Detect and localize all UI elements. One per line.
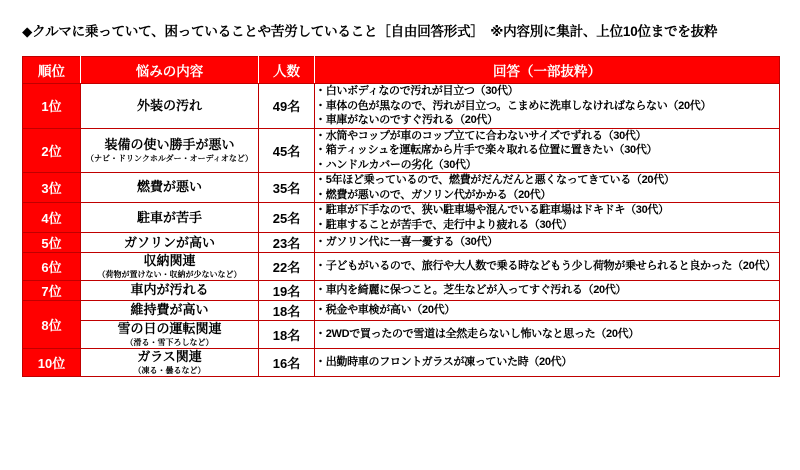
answer-cell — [315, 301, 780, 321]
page-title: ◆クルマに乗っていて、困っていることや苦労していること［自由回答形式］ ※内容別に集計、上位10位までを抜粋 — [22, 24, 718, 39]
answer-cell — [315, 348, 780, 376]
answer-line: ・車庫がないのですぐ汚れる（20代） — [315, 114, 498, 127]
topic-sublabel: （荷物が置けない・収納が少ないなど） — [97, 270, 242, 280]
table-row — [23, 253, 780, 281]
count-cell: 19名 — [259, 281, 315, 301]
table-header-row — [23, 57, 780, 84]
answer-line: ・燃費が悪いので、ガソリン代がかかる（20代） — [315, 188, 552, 201]
answer-line: ・白いボディなので汚れが目立つ（30代） — [315, 85, 519, 97]
topic-label: 車内が汚れる — [130, 282, 209, 298]
answer-line: ・2WDで買ったので雪道は全然走らないし怖いなと思った（20代） — [315, 328, 640, 341]
table-row — [23, 321, 780, 349]
table-row — [23, 173, 780, 203]
answer-cell — [315, 173, 780, 203]
rank-cell: 7位 — [23, 281, 81, 301]
count-cell: 23名 — [259, 233, 315, 253]
answer-line: ・水筒やコップが車のコップ立てに合わないサイズでずれる（30代） — [315, 129, 647, 142]
column-header-count: 人数 — [259, 57, 315, 84]
rank-cell: 8位 — [23, 301, 81, 349]
answer-cell — [315, 128, 780, 173]
topic-cell — [81, 203, 259, 233]
topic-cell — [81, 253, 259, 281]
topic-cell — [81, 281, 259, 301]
column-header-rank: 順位 — [23, 57, 81, 84]
answer-cell — [315, 281, 780, 301]
answer-line: ・出勤時車のフロントガラスが凍っていた時（20代） — [315, 356, 573, 368]
table-row — [23, 84, 780, 129]
rank-cell: 5位 — [23, 233, 81, 253]
answer-line: ・ハンドルカバーの劣化（30代） — [315, 158, 477, 171]
topic-sublabel: （ナビ・ドリンクホルダー・オーディオなど） — [86, 154, 253, 164]
table-row — [23, 281, 780, 301]
answer-line: ・箱ティッシュを運転席から片手で楽々取れる位置に置きたい（30代） — [315, 144, 658, 157]
topic-label: 雪の日の運転関連 — [117, 321, 222, 336]
answer-cell — [315, 233, 780, 253]
table-row — [23, 128, 780, 173]
topic-sublabel: （滑る・雪下ろしなど） — [125, 338, 214, 348]
count-cell: 45名 — [259, 128, 315, 173]
topic-cell — [81, 173, 259, 203]
rank-cell: 4位 — [23, 203, 81, 233]
topic-cell — [81, 321, 259, 349]
topic-label: ガラス関連 — [137, 348, 202, 364]
topic-label: 燃費が悪い — [136, 179, 202, 195]
count-cell: 25名 — [259, 203, 315, 233]
topic-label: 装備の使い勝手が悪い — [104, 136, 235, 152]
topic-sublabel: （凍る・曇るなど） — [133, 366, 206, 376]
answer-cell — [315, 84, 780, 129]
topic-cell — [81, 84, 259, 129]
answer-cell — [315, 253, 780, 281]
answer-cell — [315, 203, 780, 233]
table-row — [23, 301, 780, 321]
answer-line: ・ガソリン代に一喜一憂する（30代） — [315, 236, 498, 249]
table-row — [23, 203, 780, 233]
topic-label: 収納関連 — [143, 253, 196, 269]
column-header-topic: 悩みの内容 — [81, 57, 259, 84]
rank-cell: 10位 — [23, 348, 81, 376]
topic-cell — [81, 348, 259, 376]
topic-cell — [81, 233, 259, 253]
answer-line: ・駐車することが苦手で、走行中より疲れる（30代） — [315, 218, 573, 231]
answer-line: ・車内を綺麗に保つこと。芝生などが入ってすぐ汚れる（20代） — [315, 284, 627, 297]
count-cell: 18名 — [259, 301, 315, 321]
answer-line: ・子どもがいるので、旅行や大人数で乗る時などもう少し荷物が乗せられると良かった（20代） — [315, 260, 776, 273]
count-cell: 35名 — [259, 173, 315, 203]
topic-label: 維持費が高い — [130, 302, 209, 318]
topic-label: ガソリンが高い — [123, 234, 215, 250]
count-cell: 49名 — [259, 84, 315, 129]
answer-line: ・税金や車検が高い（20代） — [315, 304, 456, 317]
answer-line: ・駐車が下手なので、狭い駐車場や混んでいる駐車場はドキドキ（30代） — [315, 204, 669, 217]
count-cell: 16名 — [259, 348, 315, 376]
count-cell: 22名 — [259, 253, 315, 281]
ranking-table-container — [22, 56, 779, 377]
column-header-answer: 回答（一部抜粋） — [315, 57, 780, 84]
rank-cell: 6位 — [23, 253, 81, 281]
answer-cell — [315, 321, 780, 349]
ranking-table — [22, 56, 780, 377]
answer-line: ・車体の色が黒なので、汚れが目立つ。こまめに洗車しなければならない（20代） — [315, 99, 712, 112]
topic-cell — [81, 128, 259, 173]
topic-label: 駐車が苦手 — [136, 209, 202, 225]
rank-cell: 1位 — [23, 84, 81, 129]
table-row — [23, 233, 780, 253]
answer-line: ・5年ほど乗っているので、燃費がだんだんと悪くなってきている（20代） — [315, 174, 675, 187]
rank-cell: 2位 — [23, 128, 81, 173]
rank-cell: 3位 — [23, 173, 81, 203]
topic-label: 外装の汚れ — [136, 97, 202, 113]
topic-cell — [81, 301, 259, 321]
table-row — [23, 348, 780, 376]
count-cell: 18名 — [259, 321, 315, 349]
